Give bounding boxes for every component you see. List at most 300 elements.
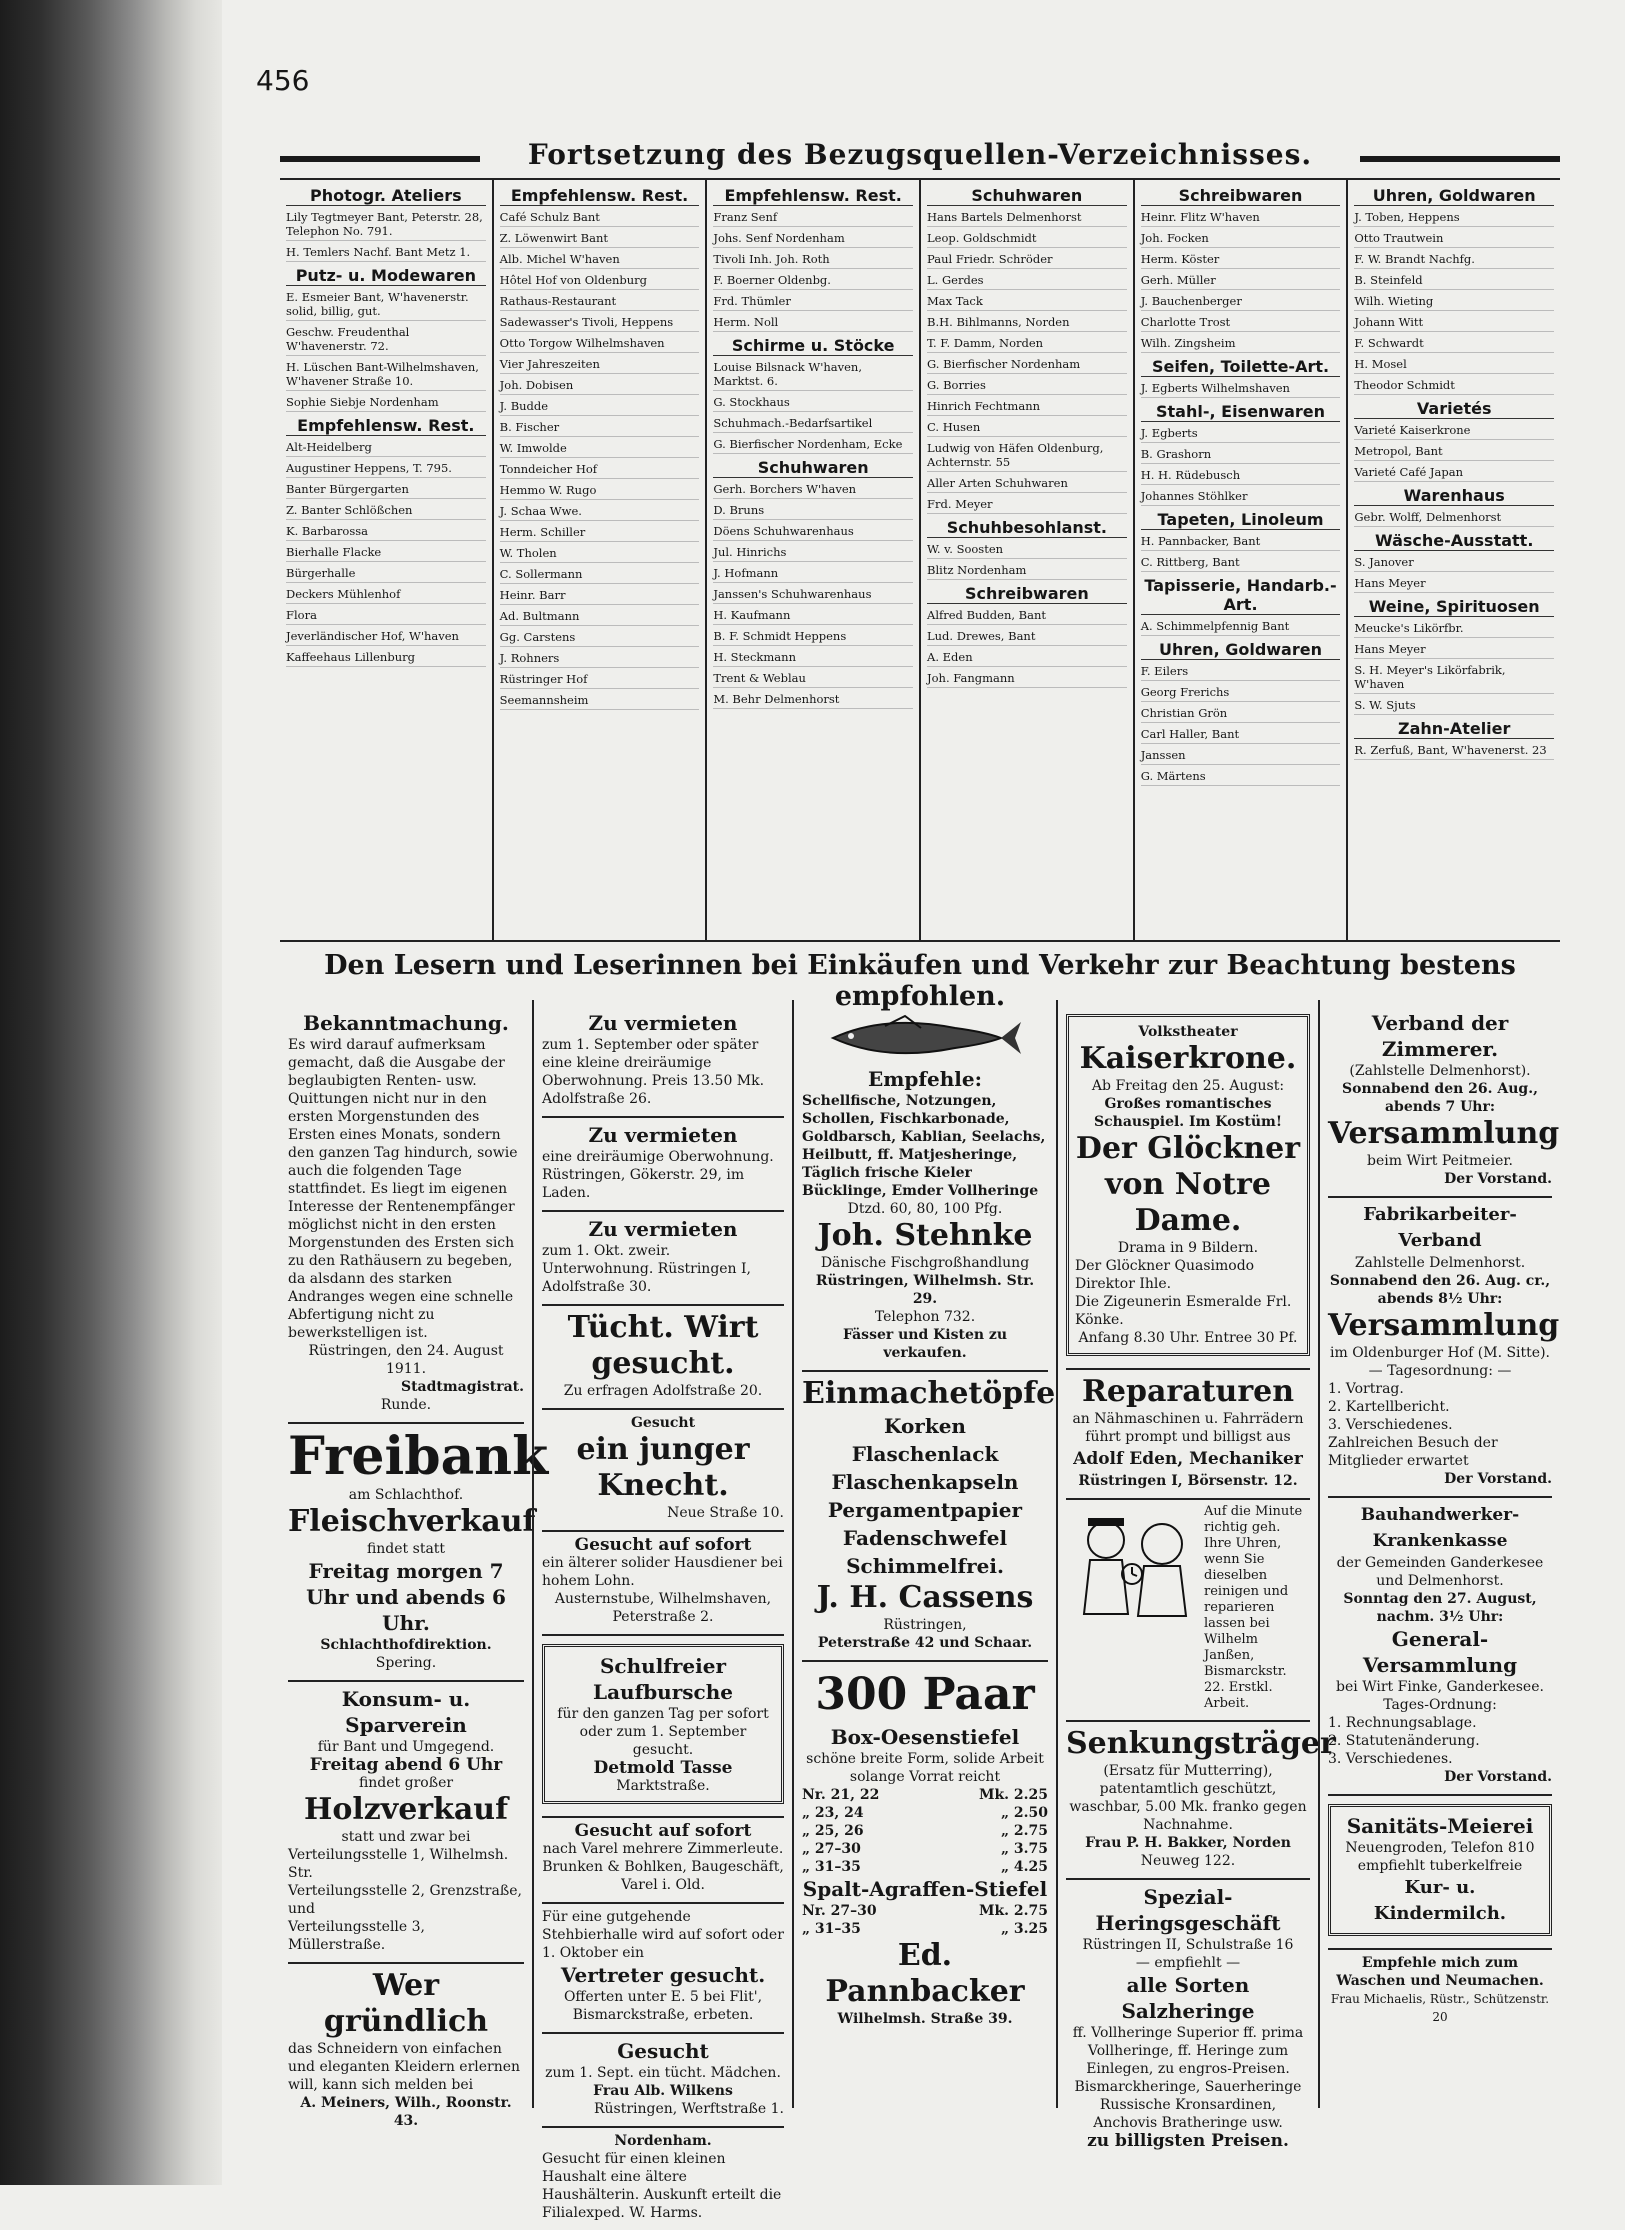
directory-entry: Schuhmach.-Bedarfsartikel: [713, 416, 913, 433]
ad-text: eine dreiräumige Oberwohnung. Rüstringen, Gökerstr. 29, im Laden.: [542, 1149, 774, 1201]
ad-signature: Der Vorstand.: [1444, 1171, 1552, 1187]
ad-name: Runde.: [380, 1397, 432, 1413]
ad-date: Rüstringen, den 24. August 1911.: [308, 1343, 504, 1377]
directory-entry: Tivoli Inh. Joh. Roth: [713, 252, 913, 269]
ad-company: Joh. Stehnke: [817, 1218, 1033, 1253]
ad-title: ein junger Knecht.: [576, 1432, 750, 1503]
directory-heading: Weine, Spirituosen: [1354, 597, 1554, 617]
ad-text: ein älterer solider Hausdiener bei hohem Lohn.: [542, 1555, 783, 1589]
ad-agenda: [1328, 1380, 1552, 1434]
directory-entry: Janssen's Schuhwarenhaus: [713, 587, 913, 604]
list-item: 1. Rechnungsablage.: [1328, 1715, 1477, 1731]
ad-laufbursche: [542, 1636, 784, 1818]
ad-date: Sonntag den 27. August, nachm. 3½ Uhr:: [1343, 1591, 1537, 1625]
directory-heading: Empfehlensw. Rest.: [500, 186, 700, 206]
directory-entry: Leop. Goldschmidt: [927, 231, 1127, 248]
ad-title: Schulfreier Laufbursche: [593, 1654, 733, 1704]
directory-entry: F. Boerner Oldenbg.: [713, 273, 913, 290]
directory-heading: Uhren, Goldwaren: [1141, 640, 1341, 660]
ad-hausdiener: [542, 1532, 784, 1636]
ad-time: Freitag abend 6 Uhr: [309, 1755, 503, 1775]
ad-column-1: [280, 1000, 549, 2129]
price-row: [802, 1902, 1048, 1920]
directory-entry: Augustiner Heppens, T. 795.: [286, 461, 486, 478]
directory-heading: Tapeten, Linoleum: [1141, 510, 1341, 530]
ad-company: Ed. Pannbacker: [825, 1938, 1025, 2009]
clock-illustration: [1066, 1504, 1196, 1624]
directory-entry: Döens Schuhwarenhaus: [713, 524, 913, 541]
list-item: 2. Statutenänderung.: [1328, 1733, 1480, 1749]
directory-entry: Lily Tegtmeyer Bant, Peterstr. 28, Telephon No. 791.: [286, 210, 486, 241]
ad-bauhandwerker: [1328, 1498, 1552, 1796]
ad-headline: Versammlung: [1328, 1308, 1560, 1343]
ad-text: zum 1. Okt. zweir. Unterwohnung. Rüstringen I, Adolfstraße 30.: [542, 1243, 752, 1295]
directory-entry: Herm. Köster: [1141, 252, 1341, 269]
ad-cast: [1075, 1257, 1301, 1329]
directory-entry: W. Tholen: [500, 546, 700, 563]
ad-date: Sonnabend den 26. Aug., abends 7 Uhr:: [1342, 1081, 1538, 1115]
directory-entry: T. F. Damm, Norden: [927, 336, 1127, 353]
ad-title: Fabrikarbeiter-Verband: [1363, 1204, 1517, 1251]
ad-title: Vertreter gesucht.: [560, 1963, 766, 1987]
directory-column: [1133, 180, 1347, 940]
ad-text: Schellfische, Notzungen, Schollen, Fischkarbonade, Goldbarsch, Kablian, Seelachs, Heilbutt, ff. Matjesheringe, Täglich frische Kieler Bücklinge, Emder Vollheringe: [802, 1093, 1046, 1199]
ad-place: im Oldenburger Hof (M. Sitte).: [1330, 1345, 1550, 1361]
directory-entry: Alfred Budden, Bant: [927, 608, 1127, 625]
directory-entry: Hemmo W. Rugo: [500, 483, 700, 500]
directory-entry: A. Schimmelpfennig Bant: [1141, 619, 1341, 636]
directory-entry: Geschw. Freudenthal W'havenerstr. 72.: [286, 325, 486, 356]
directory-entry: Trent & Weblau: [713, 671, 913, 688]
directory-entry: H. Mosel: [1354, 357, 1554, 374]
ad-text: empfiehlt tuberkelfreie: [1357, 1858, 1523, 1874]
ad-city: Rüstringen,: [883, 1617, 967, 1633]
ad-heringsgeschaeft: [1066, 1880, 1310, 2158]
ad-title: Zu vermieten: [588, 1123, 738, 1147]
directory-entry: Meucke's Likörfbr.: [1354, 621, 1554, 638]
fish-illustration: [825, 1010, 1025, 1066]
ad-subtitle: am Schlachthof.: [348, 1487, 464, 1503]
ad-signature: Stadtmagistrat.: [400, 1379, 524, 1395]
ad-frame: [1328, 1804, 1552, 1936]
ad-subtitle-2: Spalt-Agraffen-Stiefel: [802, 1877, 1048, 1901]
ad-fischhandlung: [802, 1006, 1048, 1372]
cast-item: Der Glöckner Quasimodo Direktor Ihle.: [1075, 1258, 1255, 1292]
directory-entry: Herm. Noll: [713, 315, 913, 332]
ad-text-2: statt und zwar bei: [341, 1829, 471, 1845]
directory-entry: Johs. Senf Nordenham: [713, 231, 913, 248]
directory-entry: Frd. Meyer: [927, 497, 1127, 514]
directory-heading: Varietés: [1354, 399, 1554, 419]
ad-title: Zu vermieten: [588, 1217, 738, 1241]
ad-schneidern: [288, 1964, 524, 2138]
directory-entry: Sadewasser's Tivoli, Heppens: [500, 315, 700, 332]
directory-heading: Schuhwaren: [927, 186, 1127, 206]
directory-entry: Johann Witt: [1354, 315, 1554, 332]
directory-entry: B.H. Bihlmanns, Norden: [927, 315, 1127, 332]
ad-text: Großes romantisches Schauspiel. Im Kostüm!: [1094, 1096, 1282, 1130]
price-row: [802, 1858, 1048, 1876]
directory-entry: H. Pannbacker, Bant: [1141, 534, 1341, 551]
ad-knecht: [542, 1410, 784, 1532]
directory-entry: L. Gerdes: [927, 273, 1127, 290]
directory-entry: J. Schaa Wwe.: [500, 504, 700, 521]
price-row: [802, 1840, 1048, 1858]
directory-entry: Otto Torgow Wilhelmshaven: [500, 336, 700, 353]
ad-subtitle: Zahlstelle Delmenhorst.: [1354, 1255, 1526, 1271]
directory-entry: S. Janover: [1354, 555, 1554, 572]
ad-name: Spering.: [375, 1655, 437, 1671]
ad-head: Nordenham.: [614, 2133, 712, 2149]
size-cell: „ 25, 26: [802, 1823, 864, 1839]
directory-heading: Warenhaus: [1354, 486, 1554, 506]
directory-entry: Franz Senf: [713, 210, 913, 227]
list-item: 1. Vortrag.: [1328, 1381, 1404, 1397]
directory-entry: J. Toben, Heppens: [1354, 210, 1554, 227]
ad-pretext: Für eine gutgehende Stehbierhalle wird auf sofort oder 1. Oktober ein: [542, 1909, 784, 1961]
ad-signature: Brunken & Bohlken, Baugeschäft, Varel i. Old.: [542, 1859, 784, 1893]
directory-entry: Alt-Heidelberg: [286, 440, 486, 457]
ad-nordenham: [542, 2128, 784, 2230]
section-banner: [280, 138, 1560, 178]
directory-entry: Janssen: [1141, 748, 1341, 765]
ad-title: Gesucht: [617, 2039, 709, 2063]
ad-title: Zu vermieten: [588, 1011, 738, 1035]
directory-heading: Zahn-Atelier: [1354, 719, 1554, 739]
directory-entry: Lud. Drewes, Bant: [927, 629, 1127, 646]
ad-subtitle: für Bant und Umgegend.: [317, 1739, 495, 1755]
directory-entry: G. Bierfischer Nordenham: [927, 357, 1127, 374]
ad-column-3: [792, 1000, 1056, 2108]
ad-signature: Schlachthofdirektion.: [320, 1637, 492, 1653]
ad-waschen: [1328, 1950, 1552, 2034]
directory-entry: A. Eden: [927, 650, 1127, 667]
ad-text: an Nähmaschinen u. Fahrrädern führt prompt und billigst aus: [1072, 1411, 1304, 1445]
ad-text: — empfiehlt —: [1135, 1955, 1241, 1971]
list-item: Verteilungsstelle 3, Müllerstraße.: [288, 1919, 425, 1953]
directory-entry: S. W. Sjuts: [1354, 698, 1554, 715]
list-item: Pergamentpapier: [827, 1498, 1023, 1522]
ad-agenda-title: Tages-Ordnung:: [1383, 1697, 1497, 1713]
ad-time: Anfang 8.30 Uhr. Entree 30 Pf.: [1078, 1330, 1298, 1346]
directory-entry: J. Bauchenberger: [1141, 294, 1341, 311]
ad-company: J. H. Cassens: [816, 1580, 1034, 1615]
ad-title: Bauhandwerker-Krankenkasse: [1360, 1505, 1520, 1551]
ad-address: Rüstringen II, Schulstraße 16: [1082, 1937, 1294, 1953]
directory-entry: Bierhalle Flacke: [286, 545, 486, 562]
directory-entry: Theodor Schmidt: [1354, 378, 1554, 395]
ad-title: Senkungsträger: [1066, 1726, 1336, 1761]
directory-entry: Flora: [286, 608, 486, 625]
directory-entry: Z. Banter Schlößchen: [286, 503, 486, 520]
ad-signature: A. Meiners, Wilh., Roonstr. 43.: [300, 2095, 512, 2129]
ad-maedchen: [542, 2034, 784, 2128]
ad-pretitle: Volkstheater: [1138, 1024, 1238, 1040]
banner-title: Fortsetzung des Bezugsquellen-Verzeichnisses.: [527, 138, 1313, 171]
directory-entry: Gerh. Borchers W'haven: [713, 482, 913, 499]
ad-signature: Der Vorstand.: [1444, 1769, 1552, 1785]
ad-senkungstraeger: [1066, 1722, 1336, 1880]
ad-bekanntmachung: [288, 1006, 524, 1424]
directory-entry: H. Steckmann: [713, 650, 913, 667]
ad-date: Ab Freitag den 25. August:: [1091, 1078, 1285, 1094]
ad-place: bei Wirt Finke, Ganderkesee.: [1336, 1679, 1544, 1695]
ad-title: 300 Paar: [815, 1669, 1035, 1720]
directory-column: [1346, 180, 1560, 940]
ad-date: Sonnabend den 26. Aug. cr., abends 8½ Uhr:: [1329, 1273, 1551, 1307]
ad-konsum: [288, 1682, 524, 1964]
ad-signature: Frau P. H. Bakker, Norden: [1085, 1835, 1291, 1851]
cast-item: Die Zigeunerin Esmeralde Frl. Könke.: [1075, 1294, 1292, 1328]
directory-entry: G. Bierfischer Nordenham, Ecke: [713, 437, 913, 454]
ad-pretitle: Gesucht: [630, 1415, 696, 1431]
ad-fabrikarbeiter: [1328, 1198, 1560, 1498]
ad-subtitle: Box-Oesenstiefel: [830, 1725, 1020, 1749]
list-item: 3. Verschiedenes.: [1328, 1417, 1453, 1433]
size-cell: „ 31–35: [802, 1859, 861, 1875]
directory-entry: C. Husen: [927, 420, 1127, 437]
ad-note: Zahlreichen Besuch der Mitglieder erwartet: [1328, 1435, 1498, 1469]
book-binding: [0, 0, 222, 2185]
directory-entry: G. Stockhaus: [713, 395, 913, 412]
list-item: Fadenschwefel: [842, 1526, 1008, 1550]
price-cell: „ 2.50: [1000, 1805, 1048, 1821]
ad-zu-vermieten-2: [542, 1118, 784, 1212]
directory-entry: E. Esmeier Bant, W'havenerstr. solid, billig, gut.: [286, 290, 486, 321]
directory-entry: Herm. Schiller: [500, 525, 700, 542]
directory-entry: C. Rittberg, Bant: [1141, 555, 1341, 572]
directory-entry: Paul Friedr. Schröder: [927, 252, 1127, 269]
ad-signature: Frau Alb. Wilkens: [593, 2083, 733, 2099]
directory-entry: Charlotte Trost: [1141, 315, 1341, 332]
ad-text: zum 1. September oder später eine kleine dreiräumige Oberwohnung. Preis 13.50 Mk. Adolfstraße 26.: [542, 1037, 765, 1107]
directory-heading: Empfehlensw. Rest.: [713, 186, 913, 206]
directory-entry: Hans Meyer: [1354, 576, 1554, 593]
ad-text: Empfehle mich zum Waschen und Neumachen.: [1336, 1955, 1544, 1989]
directory-entry: Christian Grön: [1141, 706, 1341, 723]
ad-subtitle: (Zahlstelle Delmenhorst).: [1349, 1063, 1531, 1079]
directory-heading: Schreibwaren: [1141, 186, 1341, 206]
directory-entry: Gebr. Wolff, Delmenhorst: [1354, 510, 1554, 527]
ad-subtitle: der Gemeinden Ganderkesee und Delmenhorst.: [1336, 1555, 1544, 1589]
directory-heading: Uhren, Goldwaren: [1354, 186, 1554, 206]
directory-entry: Deckers Mühlenhof: [286, 587, 486, 604]
directory-entry: Georg Frerichs: [1141, 685, 1341, 702]
ad-reparaturen: [1066, 1370, 1310, 1500]
ad-zimmerleute: [542, 1818, 784, 1904]
directory-entry: F. W. Brandt Nachfg.: [1354, 252, 1554, 269]
ad-signature: Adolf Eden, Mechaniker: [1073, 1449, 1303, 1469]
directory-entry: Ad. Bultmann: [500, 609, 700, 626]
directory-entry: Hinrich Fechtmann: [927, 399, 1127, 416]
directory-entry: H. Lüschen Bant-Wilhelmshaven, W'havener Straße 10.: [286, 360, 486, 391]
ad-headline: Kur- u. Kindermilch.: [1373, 1877, 1507, 1924]
directory-entry: H. Kaufmann: [713, 608, 913, 625]
ad-headline: Versammlung: [1328, 1116, 1560, 1151]
ad-uhren: [1066, 1500, 1310, 1722]
directory-entry: Joh. Fangmann: [927, 671, 1127, 688]
directory-entry: W. v. Soosten: [927, 542, 1127, 559]
directory-heading: Wäsche-Ausstatt.: [1354, 531, 1554, 551]
directory-column: [280, 180, 492, 940]
ad-text: Gesucht für einen kleinen Haushalt eine ältere Haushälterin. Auskunft erteilt die Filialexped. W. Harms.: [542, 2151, 782, 2221]
ad-prices: Dtzd. 60, 80, 100 Pfg.: [847, 1201, 1003, 1217]
directory-entry: Johannes Stöhlker: [1141, 489, 1341, 506]
directory-column: [919, 180, 1133, 940]
directory-entry: Z. Löwenwirt Bant: [500, 231, 700, 248]
price-cell: „ 4.25: [1000, 1859, 1048, 1875]
directory-entry: Louise Bilsnack W'haven, Marktst. 6.: [713, 360, 913, 391]
ad-signature: Detmold Tasse: [593, 1758, 733, 1778]
ad-signature: Austernstube, Wilhelmshaven, Peterstraße 2.: [554, 1591, 772, 1625]
directory-entry: B. Fischer: [500, 420, 700, 437]
ad-sanitaets-meierei: [1328, 1796, 1552, 1950]
directory-entry: Kaffeehaus Lillenburg: [286, 650, 486, 667]
directory-entry: Hans Meyer: [1354, 642, 1554, 659]
directory-heading: Empfehlensw. Rest.: [286, 416, 486, 436]
ad-text: Zu erfragen Adolfstraße 20.: [563, 1383, 763, 1399]
directory-entry: Blitz Nordenham: [927, 563, 1127, 580]
directory-entry: Café Schulz Bant: [500, 210, 700, 227]
directory-entry: Gg. Carstens: [500, 630, 700, 647]
directory-entry: J. Hofmann: [713, 566, 913, 583]
ad-title: Sanitäts-Meierei: [1346, 1814, 1534, 1838]
directory-entry: Gerh. Müller: [1141, 273, 1341, 290]
recommendation-line: Den Lesern und Leserinnen bei Einkäufen und Verkehr zur Beachtung bestens empfohlen.: [324, 950, 1516, 1012]
size-cell: Nr. 27–30: [802, 1903, 877, 1919]
directory-entry: Hôtel Hof von Oldenburg: [500, 273, 700, 290]
directory-entry: W. Imwolde: [500, 441, 700, 458]
ad-text: zum 1. Sept. ein tücht. Mädchen.: [545, 2065, 781, 2081]
directory-heading: Schirme u. Stöcke: [713, 336, 913, 356]
ad-signature: Frau Michaelis, Rüstr., Schützenstr. 20: [1330, 1992, 1550, 2024]
directory-entry: M. Behr Delmenhorst: [713, 692, 913, 709]
ad-agenda-title: — Tagesordnung: —: [1368, 1363, 1512, 1379]
directory-entry: Jul. Hinrichs: [713, 545, 913, 562]
ad-title: Gesucht auf sofort: [574, 1821, 752, 1841]
ad-address: Marktstraße.: [616, 1778, 710, 1794]
ad-phone: Telephon 732.: [874, 1309, 976, 1325]
ad-title: Reparaturen: [1081, 1374, 1295, 1409]
directory-entry: Banter Bürgergarten: [286, 482, 486, 499]
ad-address: Rüstringen, Wilhelmsh. Str. 29.: [815, 1273, 1035, 1307]
list-item: 2. Kartellbericht.: [1328, 1399, 1450, 1415]
directory-entry: Heinr. Barr: [500, 588, 700, 605]
ad-text: Es wird darauf aufmerksam gemacht, daß die Ausgabe der beglaubigten Renten- usw. Quittungen nicht nur in den ersten Morgenstunden des Ersten eines Monats, sondern den ganzen Tag hindurch, sowie auch die folgenden Tage stattfindet. Es liegt im eigenen Interesse der Rentenempfänger möglichst nicht in den ersten Morgenstunden des Ersten sich zu den Rathäusern zu begeben, da alsdann des starken Andranges wegen eine schnelle Abfertigung nicht zu bewerkstelligen ist.: [288, 1037, 518, 1341]
directory-entry: G. Märtens: [1141, 769, 1341, 786]
banner-rule-right: [1360, 156, 1560, 162]
ad-einmachetoepfe: [802, 1372, 1056, 1662]
directory-entry: Aller Arten Schuhwaren: [927, 476, 1127, 493]
directory-entry: Joh. Dobisen: [500, 378, 700, 395]
list-item: Flaschenkapseln: [831, 1470, 1019, 1494]
directory-column: [492, 180, 706, 940]
price-cell: „ 2.75: [1000, 1823, 1048, 1839]
ad-wirt: [542, 1306, 784, 1410]
size-cell: „ 23, 24: [802, 1805, 864, 1821]
directory-grid: [280, 178, 1560, 942]
ad-address: Neuweg 122.: [1140, 1853, 1236, 1869]
ad-address: Neuengroden, Telefon 810: [1345, 1840, 1535, 1856]
directory-heading: Schuhbesohlanst.: [927, 518, 1127, 538]
ad-time: Freitag morgen 7 Uhr und abends 6 Uhr.: [306, 1559, 506, 1635]
directory-entry: Heinr. Flitz W'haven: [1141, 210, 1341, 227]
ad-address: Rüstringen, Werftstraße 1.: [593, 2101, 784, 2117]
ad-title: Konsum- u. Sparverein: [341, 1687, 471, 1737]
ad-text: Offerten unter E. 5 bei Flit', Bismarckstraße, erbeten.: [563, 1989, 763, 2023]
directory-entry: Varieté Kaiserkrone: [1354, 423, 1554, 440]
ad-address: Peterstraße 42 und Schaar.: [817, 1635, 1033, 1651]
ad-headline: Holzverkauf: [303, 1792, 509, 1827]
directory-entry: Wilh. Zingsheim: [1141, 336, 1341, 353]
directory-entry: Wilh. Wieting: [1354, 294, 1554, 311]
directory-heading: Schuhwaren: [713, 458, 913, 478]
ad-title: Tücht. Wirt gesucht.: [567, 1310, 759, 1381]
ad-text: das Schneidern von einfachen und eleganten Kleidern erlernen will, kann sich melden bei: [288, 2041, 521, 2093]
directory-entry: Joh. Focken: [1141, 231, 1341, 248]
directory-entry: Carl Haller, Bant: [1141, 727, 1341, 744]
ad-address: Wilhelmsh. Straße 39.: [837, 2011, 1013, 2027]
ad-title: Verband der Zimmerer.: [1371, 1011, 1509, 1061]
ad-stiefel: [802, 1662, 1048, 2036]
ad-address: Rüstringen I, Börsenstr. 12.: [1078, 1473, 1298, 1489]
directory-entry: C. Sollermann: [500, 567, 700, 584]
ad-title-2: Fleischverkauf: [288, 1504, 536, 1539]
directory-heading: Putz- u. Modewaren: [286, 266, 486, 286]
directory-entry: Bürgerhalle: [286, 566, 486, 583]
list-item: Verteilungsstelle 2, Grenzstraße, und: [288, 1883, 522, 1917]
ad-vertreter: [542, 1904, 784, 2034]
price-row: [802, 1804, 1048, 1822]
ad-text: Auf die Minute richtig geh. Ihre Uhren, wenn Sie dieselben reinigen und reparieren lassen bei Wilhelm Janßen, Bismarckstr. 22. Erstkl. Arbeit.: [1204, 1504, 1303, 1711]
ad-text: findet statt: [366, 1541, 446, 1557]
directory-entry: Max Tack: [927, 294, 1127, 311]
ad-list: [802, 1412, 1048, 1580]
ad-volkstheater: [1066, 1006, 1310, 1370]
ad-play-title: Der Glöckner von Notre Dame.: [1075, 1131, 1301, 1238]
list-item: Korken: [884, 1414, 966, 1438]
ad-place: beim Wirt Peitmeier.: [1367, 1153, 1513, 1169]
ad-footer: zu billigsten Preisen.: [1087, 2131, 1289, 2151]
price-table: [802, 1786, 1048, 1876]
directory-entry: Hans Bartels Delmenhorst: [927, 210, 1127, 227]
ad-column-2: [532, 1000, 792, 2221]
ad-agenda: [1328, 1714, 1552, 1768]
directory-entry: J. Egberts Wilhelmshaven: [1141, 381, 1341, 398]
directory-entry: B. Steinfeld: [1354, 273, 1554, 290]
ad-column-5: [1318, 1000, 1560, 2108]
ad-title: Wer gründlich: [323, 1968, 489, 2039]
directory-entry: Rüstringer Hof: [500, 672, 700, 689]
directory-entry: F. Schwardt: [1354, 336, 1554, 353]
ad-text: findet großer: [358, 1775, 454, 1791]
price-cell: „ 3.25: [1000, 1921, 1048, 1937]
page-number: 456: [256, 64, 310, 97]
directory-heading: Tapisserie, Handarb.-Art.: [1141, 576, 1341, 615]
directory-entry: Frd. Thümler: [713, 294, 913, 311]
price-cell: Mk. 2.75: [978, 1903, 1048, 1919]
directory-entry: H. H. Rüdebusch: [1141, 468, 1341, 485]
directory-heading: Photogr. Ateliers: [286, 186, 486, 206]
list-item: Flaschenlack: [851, 1442, 999, 1466]
price-row: [802, 1822, 1048, 1840]
size-cell: „ 27–30: [802, 1841, 861, 1857]
ad-text: schöne breite Form, solide Arbeit solange Vorrat reicht: [806, 1751, 1044, 1785]
ad-title: Bekanntmachung.: [303, 1011, 509, 1035]
directory-entry: Ludwig von Häfen Oldenburg, Achternstr. 55: [927, 441, 1127, 472]
ad-subtitle: Dänische Fischgroßhandlung: [820, 1255, 1030, 1271]
directory-entry: Tonndeicher Hof: [500, 462, 700, 479]
